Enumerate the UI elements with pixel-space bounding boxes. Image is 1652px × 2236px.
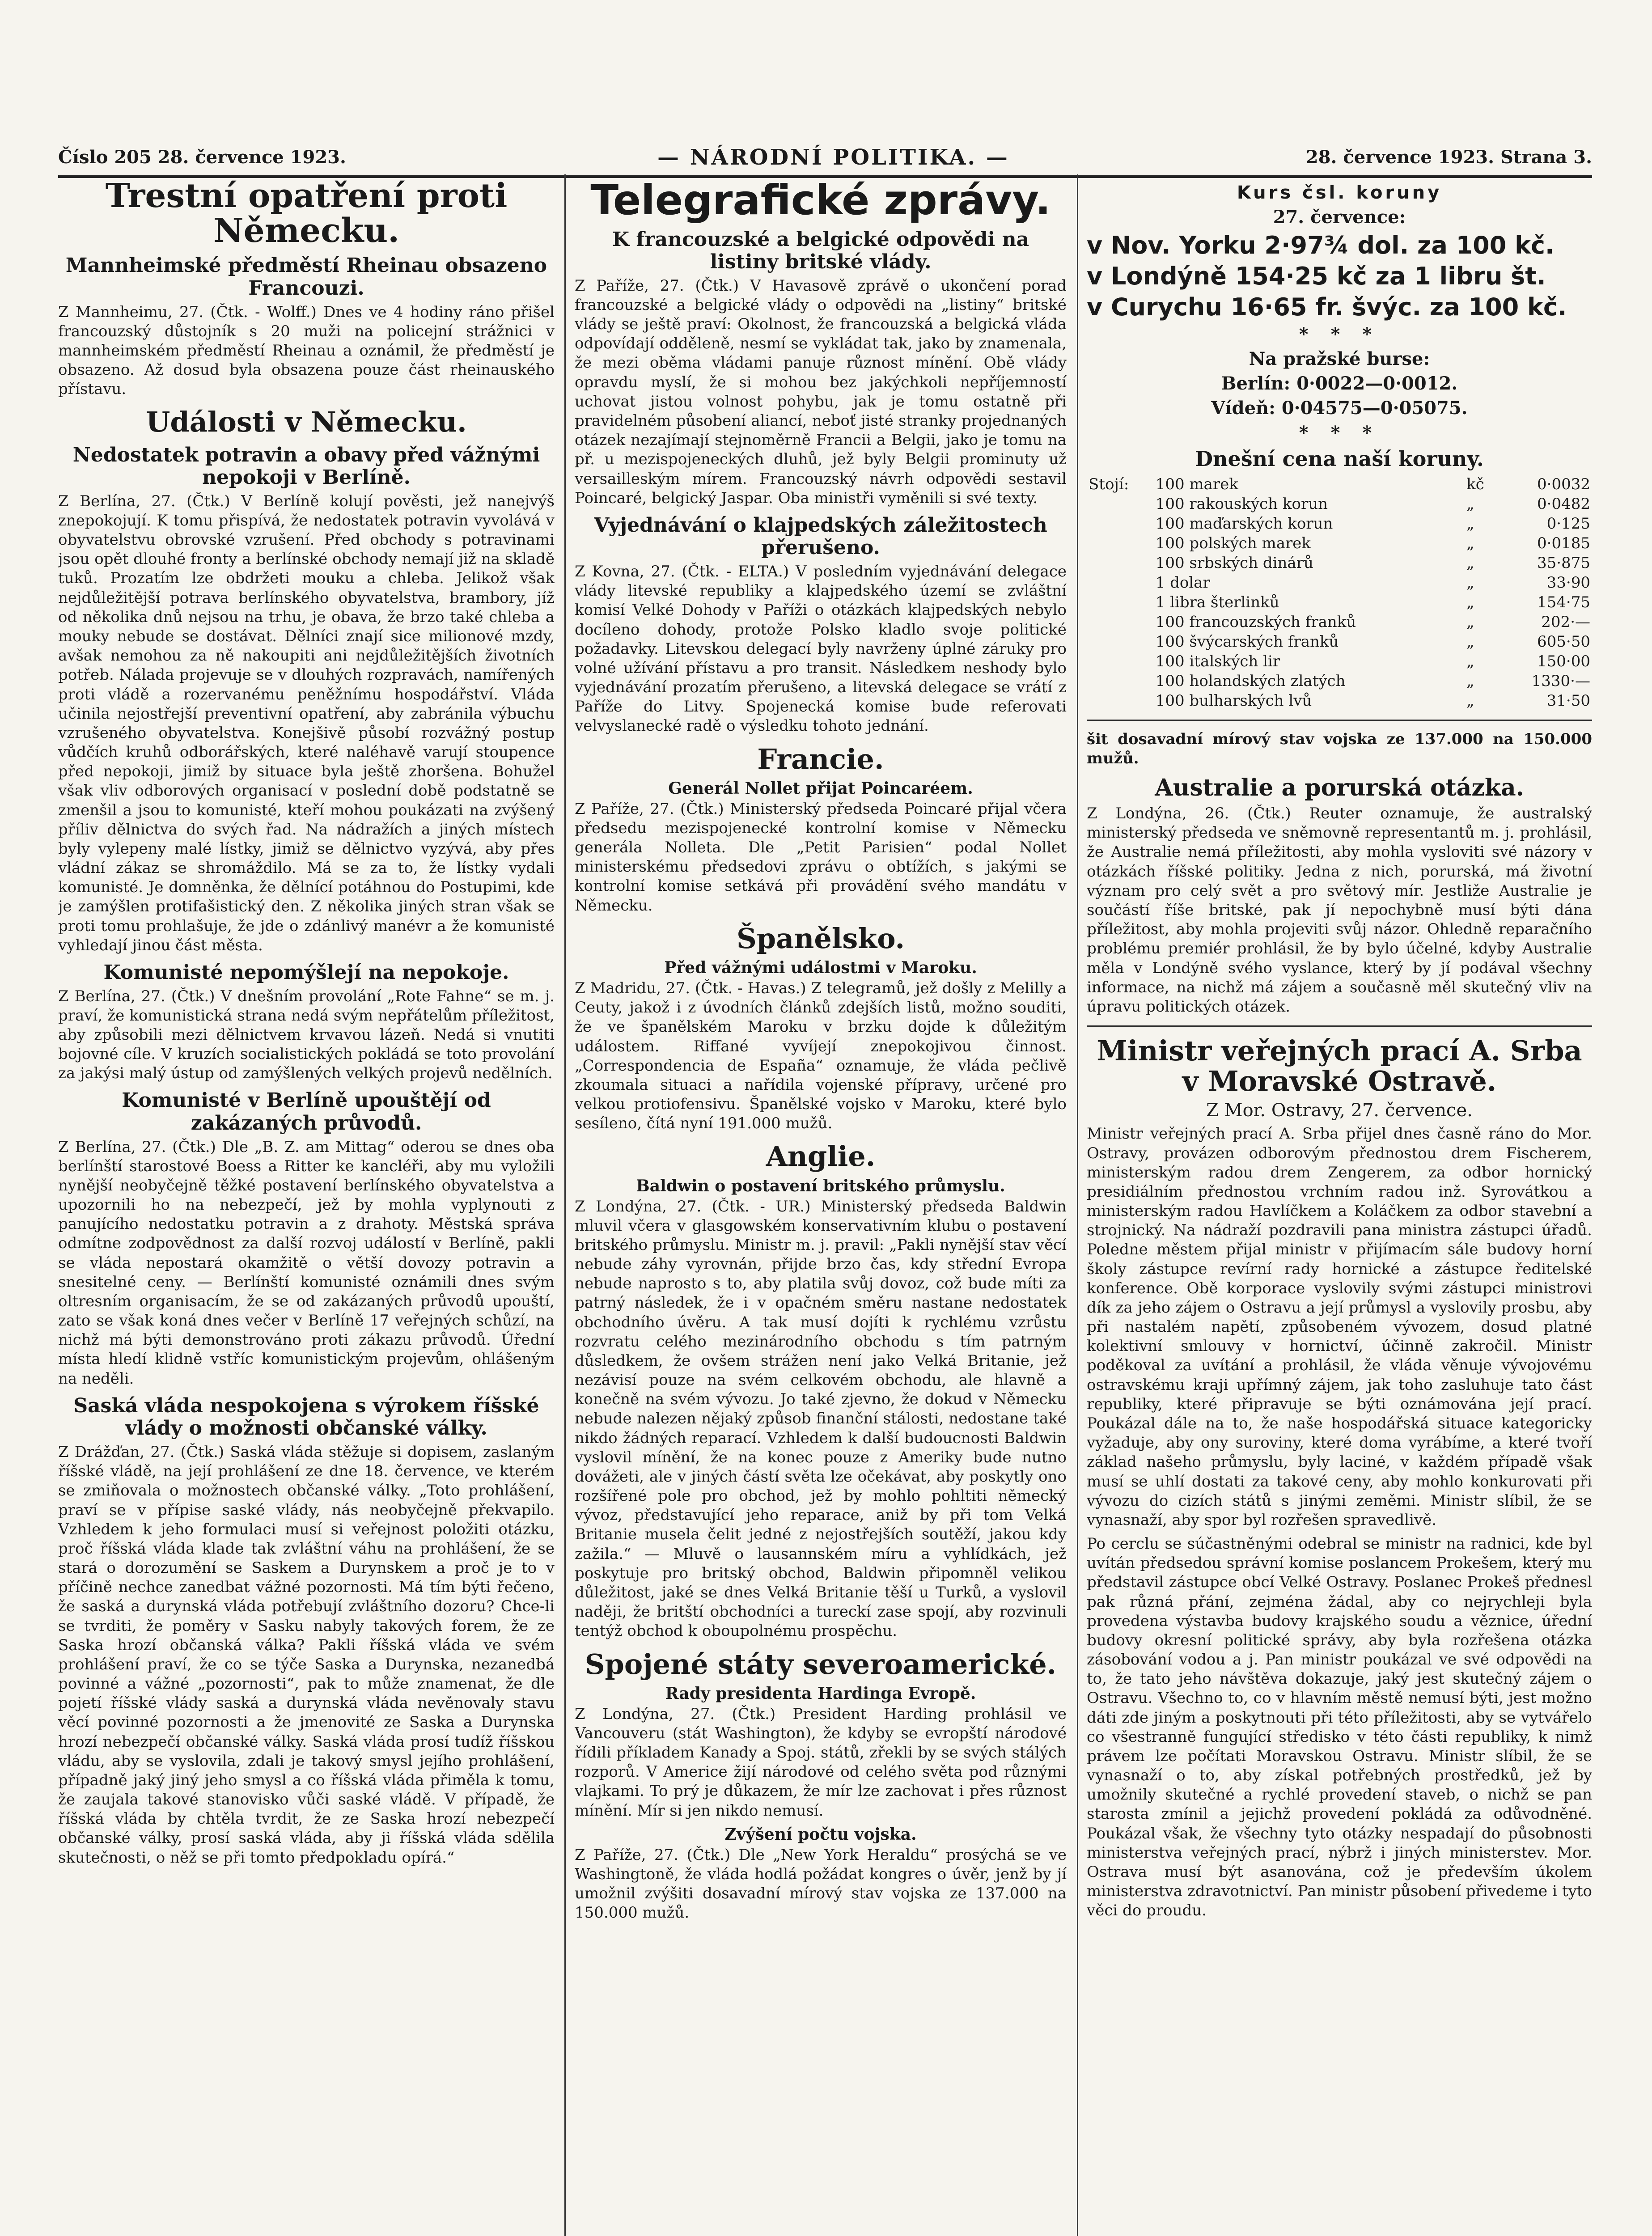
currency-label: 100 bulharských lvů [1155, 692, 1312, 710]
currency-row [1087, 652, 1592, 671]
currency-label: 100 rakouských korun [1155, 495, 1328, 513]
currency-label: 1 dolar [1155, 574, 1210, 592]
row-prefix [1087, 671, 1154, 691]
issue-info: Číslo 205 28. července 1923. [58, 147, 346, 168]
article-body: Z Mannheimu, 27. (Čtk. - Wolff.) Dnes ve 4 hodiny ráno přišel francouzský důstojník s 20 muži na policejní strážnici v mannheimském předměstí Rheinau a oznámil, že předměstí je obsazeno. Až dosud byla obsazena pouze část rheinauského přístavu. [58, 303, 555, 398]
currency-unit: „ [1466, 633, 1474, 651]
currency-row [1087, 494, 1592, 514]
currency-label: 100 srbských dinárů [1155, 554, 1313, 572]
currency-value: 31·50 [1546, 692, 1590, 710]
currency-label: 1 libra šterlinků [1155, 593, 1279, 611]
article-subtitle: Komunisté nepomýšlejí na nepokoje. [103, 961, 509, 984]
header-rule [58, 175, 1592, 178]
currency-label: 100 italských lir [1155, 652, 1280, 670]
currency-value: 605·50 [1537, 633, 1590, 651]
section-title: Anglie. [766, 1140, 876, 1173]
row-prefix [1087, 573, 1154, 593]
currency-unit: „ [1466, 534, 1474, 552]
row-prefix [1087, 632, 1154, 652]
column-divider-1 [564, 174, 566, 2236]
article-body: Z Paříže, 27. (Čtk.) Dle „New York Heraldu“ prosýchá se ve Washingtoně, že vláda hodlá požádat kongres o úvěr, jenž by jí umožnil zvýšiti dosavadní mírový stav vojska ze 137.000 na 150.000 mužů. [575, 1846, 1067, 1922]
page-header [58, 142, 1592, 178]
row-prefix [1087, 593, 1154, 612]
article-body: Z Londýna, 26. (Čtk.) Reuter oznamuje, že australský ministerský předseda ve sněmovně representantů m. j. prohlásil, že Australie nemá příležitosti, aby mohla vysloviti své názory v otázkách říšské politiky. Jedna z nich, porurská, má životní význam pro celý svět a pro světový mír. Jestliže Australie je součástí říše britské, pak jí nepochybně musí býti dána příležitost, aby mohla projeviti svůj názor. Ohledně reparačního problému premiér prohlásil, že by bylo účelné, kdyby Australie měla v Londýně svého vyslance, který by jí podával všechny informace, na nichž má zájem a současně měl skutečný vliv na úpravu politických otázek. [1087, 805, 1592, 1016]
currency-unit: „ [1466, 613, 1474, 631]
currency-value: 0·125 [1546, 515, 1590, 533]
currency-row [1087, 573, 1592, 593]
exchange-date: 27. července: [1273, 207, 1406, 228]
exchange-title: Kurs čsl. koruny [1237, 182, 1442, 203]
currency-label: 100 holandských zlatých [1155, 672, 1346, 690]
row-prefix [1087, 652, 1154, 671]
article-body: Z Drážďan, 27. (Čtk.) Saská vláda stěžuje si dopisem, zaslaným říšské vládě, na její prohlášení ze dne 18. července, ve kterém se zmiňovala o možnostech občanské války. „Toto prohlášení, praví se v přípise saské vlády, nás neobyčejně překvapilo. Vzhledem k jeho formulaci musí si veřejnost položiti otázku, proč říšská vláda klade tak zvláštní váhu na prohlášení, že se stará o dorozumění se Saskem a Durynskem a proč je to v příčině nechce zanedbat vážné pozornosti. Má tím býti řečeno, že saská a durynská vláda potřebují zvláštního dozoru? Chce-li se tvrditi, že poměry v Sasku nabyly takových forem, že ze Saska hrozí občanská válka? Pakli říšská vláda ve svém prohlášení praví, že co se týče Saska a Durynska, nezanedbá povinné a vážné „pozornosti“, pak to může znamenat, že dle pojetí říšské vlády saská a durynská vláda nevěnovaly stavu věcí povinné pozornosti a že jmenovité ze Saska a Durynska hrozí nebezpečí občanské války. Saská vláda prosí tudíž říšskou vládu, aby se vyslovila, zdali je takový smysl jejího prohlášení, případně jaký jiný jeho smysl a co říšská vláda přiměla k tomu, že zaujala takové stanovisko vůči saské vládě. V případě, že říšská vláda by chtěla tvrdit, že ze Saska hrozí nebezpečí občanské války, prosí saská vláda, aby ji říšská vláda sdělila skutečnosti, o něž se při tomto předpokladu opírá.“ [58, 1443, 555, 1867]
dateline: Z Mor. Ostravy, 27. července. [1206, 1100, 1473, 1121]
article-body: Po cerclu se súčastněnými odebral se ministr na radnici, kde byl uvítán předsedou správní komise poslancem Prokešem, který mu představil zástupce obcí Velké Ostravy. Poslanec Prokeš přednesl pak různá přání, zejména žádal, aby co nejrychleji byla provedena výstavba budovy krajského soudu a věznice, úřední budovy okresní politické správy, aby byla rozřešena otázka zásobování vodou a j. Pan ministr poukázal ve své odpovědi na to, že tato jeho návštěva dokazuje, jaký jest skutečný zájem o Ostravu. Všechno to, co v hlavním městě nemusí býti, jest možno dáti zde jiným a poskytnouti při této příležitosti, aby se vytvářelo co všestranně fungující středisko v této části republiky, k nimž právem lze počítati Moravskou Ostravu. Ministr slíbil, že se vynasnaží o to, aby získal potřebných prostředků, jež by umožnily skutečné a rychlé provedení staveb, o nichž se pan starosta zmínil a jejichž provedení pokládá za odůvodněné. Poukázal však, že všechny tyto otázky nespadají do působnosti ministerstva veřejných prací, nýbrž i jiných ministerstev. Mor. Ostrava musí být asanována, což je především úkolem ministerstva zdravotnictví. Pan ministr působení přivedeme i tyto věci do proudu. [1087, 1535, 1592, 1920]
divider [1087, 720, 1592, 721]
row-prefix [1087, 553, 1154, 573]
article-subtitle: Komunisté v Berlíně upouštějí od zakázaných průvodů. [122, 1089, 491, 1135]
article-body: Z Madridu, 27. (Čtk. - Havas.) Z telegramů, jež došly z Melilly a Ceuty, jakož i z úvodních článků zdejších listů, možno souditi, že ve španělském Maroku v brzku dojde k důležitým událostem. Riffané vyvíjejí znepokojivou činnost. „Correspondencia de España“ oznamuje, že vláda pečlivě zkoumala situaci a nařídila vojenské přípravy, určené pro velkou protiofensivu. Španělské vojsko v Maroku, které bylo sesíleno, čítá nyní 191.000 mužů. [575, 979, 1067, 1133]
article-title: Vyjednávání o klajpedských záležitostech přerušeno. [594, 513, 1047, 559]
masthead: — NÁRODNÍ POLITIKA. — [657, 145, 1009, 170]
separator-stars: * * * [1299, 324, 1380, 345]
separator-stars: * * * [1299, 422, 1380, 443]
rate-zurich: v Curychu 16·65 fr. švýc. za 100 kč. [1087, 293, 1567, 321]
currency-row [1087, 553, 1592, 573]
currency-value: 33·90 [1546, 574, 1590, 592]
currency-label: 100 maďarských korun [1155, 515, 1333, 533]
currency-value: 0·0032 [1537, 475, 1590, 493]
currency-row [1087, 534, 1592, 553]
currency-value: 35·875 [1537, 554, 1590, 572]
currency-label: 100 polských marek [1155, 534, 1311, 552]
article-subtitle: Mannheimské předměstí Rheinau obsazeno Francouzi. [65, 254, 547, 300]
row-prefix [1087, 514, 1154, 534]
article-subtitle: Rady presidenta Hardinga Evropě. [665, 1684, 976, 1703]
currency-row [1087, 593, 1592, 612]
currency-row [1087, 612, 1592, 632]
article-subtitle: Před vážnými událostmi v Maroku. [664, 958, 977, 977]
burse-heading: Na pražské burse: [1249, 348, 1430, 369]
row-prefix [1087, 691, 1154, 711]
currency-unit: „ [1466, 574, 1474, 592]
currency-table [1087, 474, 1592, 711]
article-title: Trestní opatření proti Německu. [105, 179, 508, 250]
currency-unit: „ [1466, 515, 1474, 533]
currency-value: 154·75 [1537, 593, 1590, 611]
article-subtitle: K francouzské a belgické odpovědi na listiny britské vlády. [612, 228, 1029, 274]
article-title: Události v Německu. [146, 406, 467, 439]
article-body: Z Londýna, 27. (Čtk.) President Harding prohlásil ve Vancouveru (stát Washington), že kdyby se evropští národové řídili příkladem Kanady a Spoj. států, zřekli by se svých stálých rozporů. V Americe žijí národové od celého světa pod různými vlajkami. To prý je důkazem, že mír lze zachovat i přes různost mínění. Mír si jen nikdo nemusí. [575, 1705, 1067, 1820]
section-title: Spojené státy severoamerické. [585, 1647, 1057, 1681]
currency-unit: „ [1466, 593, 1474, 611]
section-title: Francie. [757, 742, 884, 775]
currency-label: 100 švýcarských franků [1155, 633, 1339, 651]
currency-row [1087, 632, 1592, 652]
burse-vienna: Vídeň: 0·04575—0·05075. [1211, 398, 1468, 419]
article-subtitle: Generál Nollet přijat Poincaréem. [668, 779, 973, 798]
currency-row [1087, 671, 1592, 691]
column-2 [575, 179, 1067, 2236]
section-title: Španělsko. [736, 922, 905, 955]
currency-row [1087, 691, 1592, 711]
article-body: Z Berlína, 27. (Čtk.) V Berlíně kolují pověsti, jež nanejvýš znepokojují. K tomu přispívá, že nedostatek potravin vyvolává v obyvatelstvu obrovské vzrušení. Před obchody s potravinami jsou opět dlouhé fronty a berlínské obchody nemají již na skladě tuků. Prozatím lze obdržeti mouku a chleba. Jelikož však nejdůležitější potrava berlínského obyvatelstva, brambory, jíž od několika dnů nejsou na trhu, je obava, že brzo také chleba a mouky nebude se dostávat. Dělníci znají sice milionové mzdy, avšak nemohou za ně nakoupiti ani nejdůležitějších životních potřeb. Nálada projevuje se v dlouhých rozpravách, namířených proti vládě a rozervanému peněžnímu hospodářství. Vláda učinila nejostřejší preventivní opatření, aby zabránila výbuchu vzrušeného obyvatelstva. Konejšivě působí rozvážný postup vůdčích kruhů odborářských, které naléhavě varují stoupence před nepokoji, jimiž by situace byla ještě zhoršena. Bohužel však vliv odborových organisací v poslední době podstatně se zmenšil a jsou to komunisté, kteří mohou poukázati na zvýšený příliv dělnictva do svých řad. Na nádražích a jiných místech byly vylepeny malé lístky, jimiž se dělnictvo vyzývá, aby přes vládní zákaz se shromáždilo. Má se za to, že lístky vydali komunisté. Je domněnka, že dělnící potáhnou do Postupimi, kde je zamýšlen protifašistický den. Z několika jiných stran však se proti tomu prohlašuje, že jde o zdánlivý manévr a že komunisté vyhledají jinou část města. [58, 492, 555, 954]
article-title: Australie a porurská otázka. [1155, 774, 1524, 802]
article-subtitle: Zvýšení počtu vojska. [724, 1825, 917, 1844]
article-subtitle: Baldwin o postavení britského průmyslu. [636, 1176, 1005, 1195]
page-info: 28. července 1923. Strana 3. [1305, 147, 1592, 168]
currency-unit: „ [1466, 495, 1474, 513]
row-prefix: Stojí: [1089, 475, 1129, 493]
currency-unit: „ [1466, 652, 1474, 670]
currency-value: 0·0482 [1537, 495, 1590, 513]
row-prefix [1087, 612, 1154, 632]
article-body: Z Kovna, 27. (Čtk. - ELTA.) V posledním vyjednávání delegace vlády litevské republiky a klajpedského území se zvláštní komisí Velké Dohody v Paříži o otázkách klajpedských nebylo docíleno dohody, protože Polsko kladlo svoje politické požadavky. Litevskou delegací byly navrženy úplné záruky pro volné užívání přístavu a pro transit. Následkem neshody bylo vyjednávání prozatím přerušeno, a litevská delegace se vrátí z Paříže do Litvy. Spojenecká komise bude referovati velvyslanecké radě o výsledku tohoto jednání. [575, 563, 1067, 735]
rate-newyork: v Nov. Yorku 2·97¾ dol. za 100 kč. [1087, 231, 1555, 259]
burse-berlin: Berlín: 0·0022—0·0012. [1221, 373, 1458, 394]
article-body: Z Paříže, 27. (Čtk.) V Havasově zprávě o ukončení porad francouzské a belgické vlády o odpovědi na „listiny“ britské vlády se ještě praví: Okolnost, že francouzská a belgická vláda odpovídají odděleně, nesmí se vykládat tak, jako by znamenala, že mezi oběma vládami panuje různost mínění. Obě vlády opravdu myslí, že si mohou bez jakýchkoli nepříjemností uchovat jistou volnost pohybu, jak je tomu ostatně při pravidelném působení aliancí, neboť jisté stranky projednaných otázek nezajímají stejnoměrně Francii a Belgii, jako je tomu na př. u mezispojeneckých dluhů, jež byly Belgii prominuty už versailleským mírem. Francouzský návrh odpovědi sestavil Poincaré, belgický Jaspar. Oba ministři vyměnili si své texty. [575, 276, 1067, 507]
currency-row [1087, 514, 1592, 534]
divider [1087, 1025, 1592, 1027]
currency-label: 100 francouzských franků [1155, 613, 1356, 631]
article-body: Z Paříže, 27. (Čtk.) Ministerský předseda Poincaré přijal včera předsedu mezispojenecké kontrolní komise v Německu generála Nolleta. Dle „Petit Parisien“ podal Nollet ministerskému předsedovi zprávu o obtížích, s jakými se kontrolní komise setkává při provádění svého mandátu v Německu. [575, 800, 1067, 915]
currency-row [1087, 474, 1592, 494]
currency-value: 202·— [1541, 613, 1590, 631]
row-prefix [1087, 534, 1154, 553]
article-title: Ministr veřejných prací A. Srba v Moravské Ostravě. [1097, 1034, 1582, 1098]
currency-unit: „ [1466, 692, 1474, 710]
article-subtitle: Saská vláda nespokojena s výrokem říšské vlády o možnosti občanské války. [73, 1394, 539, 1440]
article-body: Z Londýna, 27. (Čtk. - UR.) Ministerský předseda Baldwin mluvil včera v glasgowském konservativním klubu o postavení britského průmyslu. Ministr m. j. pravil: „Pakli nynější stav věcí nebude záhy vyrovnán, přijde brzo čas, kdy střední Evropa nebude naprosto s to, aby platila svůj dovoz, což bude míti za patrný následek, že i v opačném směru nastane nedostatek obchodního úvěru. A tak musí dojíti k rychlému vzrůstu rozvratu celého mezinárodního obchodu s tím patrným důsledkem, že ovšem strážen není jako Velká Britanie, jež nezávisí pouze na svém celkovém obchodu, ale hlavně a konečně na svém vývozu. Jo také zjevno, že dokud v Německu nebude nalezen nějaký způsob finanční stálosti, nedostane také nikdo žádných reparací. Vzhledem k další budoucnosti Baldwin vyslovil mínění, že na konec pouze z Ameriky bude nutno dovážeti, ale v jiných částí světa lze očekávat, aby poskytly ono rozšířené pole pro obchod, jež by mohlo pohltiti německý vývoz, představující jeho reparace, aniž by při tom Velká Britanie musela čelit jedné z nejostřejších soutěží, jakou kdy zažila.“ — Mluvě o lausannském míru a vyhlídkách, jež poskytuje pro britský obchod, Baldwin připomněl velikou důležitost, jaké se dnes Velká Britanie těší u Turků, a vyslovil naději, že britští obchodníci a tureckí zase spojí, aby rozvinuli tentýž obchod k oboupolnému prospěchu. [575, 1197, 1067, 1640]
column-3 [1087, 179, 1592, 2236]
article-subtitle: Nedostatek potravin a obavy před vážnými nepokoji v Berlíně. [72, 443, 540, 489]
continued-text: šit dosavadní mírový stav vojska ze 137.000 na 150.000 mužů. [1087, 730, 1592, 768]
currency-value: 150·00 [1537, 652, 1590, 670]
price-title: Dnešní cena naší koruny. [1195, 447, 1484, 471]
column-1 [58, 179, 555, 2236]
row-prefix [1087, 494, 1154, 514]
rate-london: v Londýně 154·25 kč za 1 libru št. [1087, 262, 1546, 290]
currency-unit: „ [1466, 672, 1474, 690]
section-title: Telegrafické zprávy. [590, 179, 1051, 224]
article-body: Z Berlína, 27. (Čtk.) Dle „B. Z. am Mittag“ oderou se dnes oba berlínští starostové Boess a Ritter ke kancléři, aby mu vyložili nynější neobyčejně těžké postavení berlínského obyvatelstva a upozornili ho na nebezpečí, jež by mohla vyplynouti z panujícího nedostatku potravin a z drahoty. Městská správa odmítne zodpovědnost za další rozvoj událostí v Berlíně, pakli se vláda nepostará okamžitě o větší dovozy potravin a snesitelné ceny. — Berlínští komunisté oznámili dnes svým oltresním organisacím, že se od zakázaných průvodů upouští, zato se však koná dnes večer v Berlíně 17 veřejných schůzí, na nichž má býti demonstrováno proti zákazu průvodů. Úřední místa hledí klidně vstříc komunistickým projevům, ohlášeným na neděli. [58, 1138, 555, 1388]
currency-label: 100 marek [1155, 475, 1238, 493]
article-body: Ministr veřejných prací A. Srba přijel dnes časně ráno do Mor. Ostravy, provázen odborovým přednostou drem Fischerem, ministerským radou drem Zengerem, za odbor hornický presidiálním přednostou vrchním radou inž. Syrovátkou a ministerským radou Havlíčkem a Koláčkem za odbor stavební a strojnický. Na nádraží pozdravili pana ministra zástupci úřadů. Poledne městem přijal ministr v přijímacím sále budovy horní školy zástupce revírní rady hornické a zástupce ředitelské konference. Obě korporace vyslovily svými zástupci ministrovi dík za jeho zájem o Ostravu a její průmysl a vyslovily prosbu, aby při nastalém napětí, způsobeném vývozem, dosud platné kolektivní smlouvy v hornictví, účinně zakročil. Ministr poděkoval za uvítání a prohlásil, že vláda věnuje vývojovému ostravskému kraji upřímný zájem, jak toho zasluhuje tato část republiky, které připravuje se býti oznámována její prací. Poukázal dále na to, že naše hospodářská situace kategoricky vyžaduje, aby ony suroviny, které doma vyrábíme, a které tvoří základ našeho průmyslu, byly laciné, v každém případě však musí se uhlí dostati za takové ceny, aby mohlo konkurovati při vývozu do cizích států s jinými zeměmi. Ministr slíbil, že se vynasnaží, aby spor byl rozřešen spravedlivě. [1087, 1125, 1592, 1529]
article-body: Z Berlína, 27. (Čtk.) V dnešním provolání „Rote Fahne“ se m. j. praví, že komunistická strana nedá svým nepřátelům příležitost, aby způsobili mezi dělnictvem krvavou lázeň. Nedá si vnutiti bojovné cíle. V kruzích socialistických pokládá se toto provolání za jakýsi malý ústup od zamýšlených velkých projevů nedělních. [58, 987, 555, 1083]
currency-value: 1330·— [1531, 672, 1590, 690]
currency-unit: kč [1466, 475, 1484, 493]
currency-unit: „ [1466, 554, 1474, 572]
currency-value: 0·0185 [1537, 534, 1590, 552]
column-divider-2 [1077, 174, 1078, 2236]
